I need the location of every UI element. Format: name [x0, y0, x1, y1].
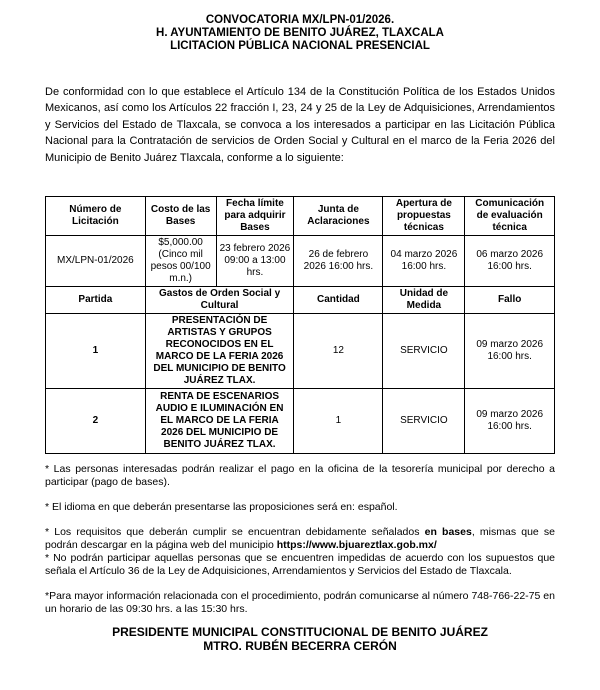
cell-partida-1-fallo: 09 marzo 2026 16:00 hrs.: [465, 314, 555, 389]
col-header-apertura-propuestas: Apertura de propuestas técnicas: [383, 197, 465, 236]
cell-partida-2-cantidad: 1: [294, 389, 383, 454]
municipio-website-url: https://www.bjuareztlax.gob.mx/: [276, 539, 437, 552]
cell-fecha-limite: 23 febrero 2026 09:00 a 13:00 hrs.: [216, 236, 294, 287]
signature-block: [45, 625, 555, 653]
col-header-unidad-medida: Unidad de Medida: [383, 287, 465, 314]
col-header-numero-licitacion: Número de Licitación: [46, 197, 146, 236]
cell-partida-1-unidad: SERVICIO: [383, 314, 465, 389]
table-row-partida-1: [46, 314, 555, 389]
footnote-requisitos-text-1: * Los requisitos que deberán cumplir se encuentran debidamente señalados: [45, 526, 425, 539]
footnote-telefono: *Para mayor información relacionada con el procedimiento, podrán comunicarse al número 748-766-22-75 en un horario de las 09:30 hrs. a las 15:30 hrs.: [45, 590, 555, 616]
footnote-requisitos: [45, 526, 555, 552]
col-header-gastos-orden-social: Gastos de Orden Social y Cultural: [145, 287, 294, 314]
title-convocatoria: CONVOCATORIA MX/LPN-01/2026.: [205, 14, 395, 26]
cell-partida-2-unidad: SERVICIO: [383, 389, 465, 454]
title-ayuntamiento: H. AYUNTAMIENTO DE BENITO JUÁREZ, TLAXCALA: [156, 27, 444, 39]
cell-apertura-propuestas: 04 marzo 2026 16:00 hrs.: [383, 236, 465, 287]
licitacion-table: [45, 196, 555, 454]
cell-partida-1-cantidad: 12: [294, 314, 383, 389]
table-header-row-2: [46, 287, 555, 314]
signature-title: PRESIDENTE MUNICIPAL CONSTITUCIONAL DE BENITO JUÁREZ: [112, 625, 488, 640]
footnote-idioma: * El idioma en que deberán presentarse las proposiciones será en: español.: [45, 501, 398, 514]
col-header-fallo: Fallo: [465, 287, 555, 314]
col-header-cantidad: Cantidad: [294, 287, 383, 314]
cell-costo-bases: $5,000.00 (Cinco mil pesos 00/100 m.n.): [145, 236, 216, 287]
cell-partida-2-descripcion: RENTA DE ESCENARIOS AUDIO E ILUMINACIÓN EN EL MARCO DE LA FERIA 2026 DEL MUNICIPIO DE BENITO JUÁREZ TLAX.: [145, 389, 294, 454]
cell-junta-aclaraciones: 26 de febrero 2026 16:00 hrs.: [294, 236, 383, 287]
cell-partida-2-numero: 2: [46, 389, 146, 454]
cell-comunicacion-evaluacion: 06 marzo 2026 16:00 hrs.: [465, 236, 555, 287]
document-title-block: [45, 14, 555, 53]
table-header-row-1: [46, 197, 555, 236]
table-row-partida-2: [46, 389, 555, 454]
footnote-requisitos-bold-en-bases: en bases: [424, 526, 472, 539]
col-header-comunicacion-evaluacion: Comunicación de evaluación técnica: [465, 197, 555, 236]
table-row-licitacion-datos: [46, 236, 555, 287]
footnote-impedimentos: * No podrán participar aquellas personas que se encuentren impedidas de acuerdo con los supuestos que señala el Artículo 36 de la Ley de Adquisiciones, Arrendamientos y Servicios del Estado de Tlaxcala.: [45, 552, 555, 578]
col-header-partida: Partida: [46, 287, 146, 314]
cell-numero-licitacion: MX/LPN-01/2026: [46, 236, 146, 287]
cell-partida-1-numero: 1: [46, 314, 146, 389]
signature-name: MTRO. RUBÉN BECERRA CERÓN: [203, 639, 397, 654]
title-licitacion: LICITACION PÚBLICA NACIONAL PRESENCIAL: [170, 40, 430, 52]
footnote-requisitos-text-2: , mismas que se podrán descargar en la página web del municipio: [45, 526, 555, 552]
col-header-junta-aclaraciones: Junta de Aclaraciones: [294, 197, 383, 236]
col-header-fecha-limite: Fecha límite para adquirir Bases: [216, 197, 294, 236]
col-header-costo-bases: Costo de las Bases: [145, 197, 216, 236]
cell-partida-1-descripcion: PRESENTACIÓN DE ARTISTAS Y GRUPOS RECONOCIDOS EN EL MARCO DE LA FERIA 2026 DEL MUNICIPIO DE BENITO JUÁREZ TLAX.: [145, 314, 294, 389]
intro-paragraph: De conformidad con lo que establece el Artículo 134 de la Constitución Política de los Estados Unidos Mexicanos, así como los Artículos 22 fracción I, 23, 24 y 25 de la Ley de Adquisiciones, Arrendamientos y Servicios del Estado de Tlaxcala, se convoca a los interesados a participar en las Licitación Pública Nacional para la Contratación de servicios de Orden Social y Cultural en el marco de la Feria 2026 del Municipio de Benito Juárez Tlaxcala, conforme a lo siguiente:: [45, 86, 555, 164]
footnote-pago-bases: * Las personas interesadas podrán realizar el pago en la oficina de la tesorería municipal por derecho a participar (pago de bases).: [45, 463, 555, 489]
cell-partida-2-fallo: 09 marzo 2026 16:00 hrs.: [465, 389, 555, 454]
